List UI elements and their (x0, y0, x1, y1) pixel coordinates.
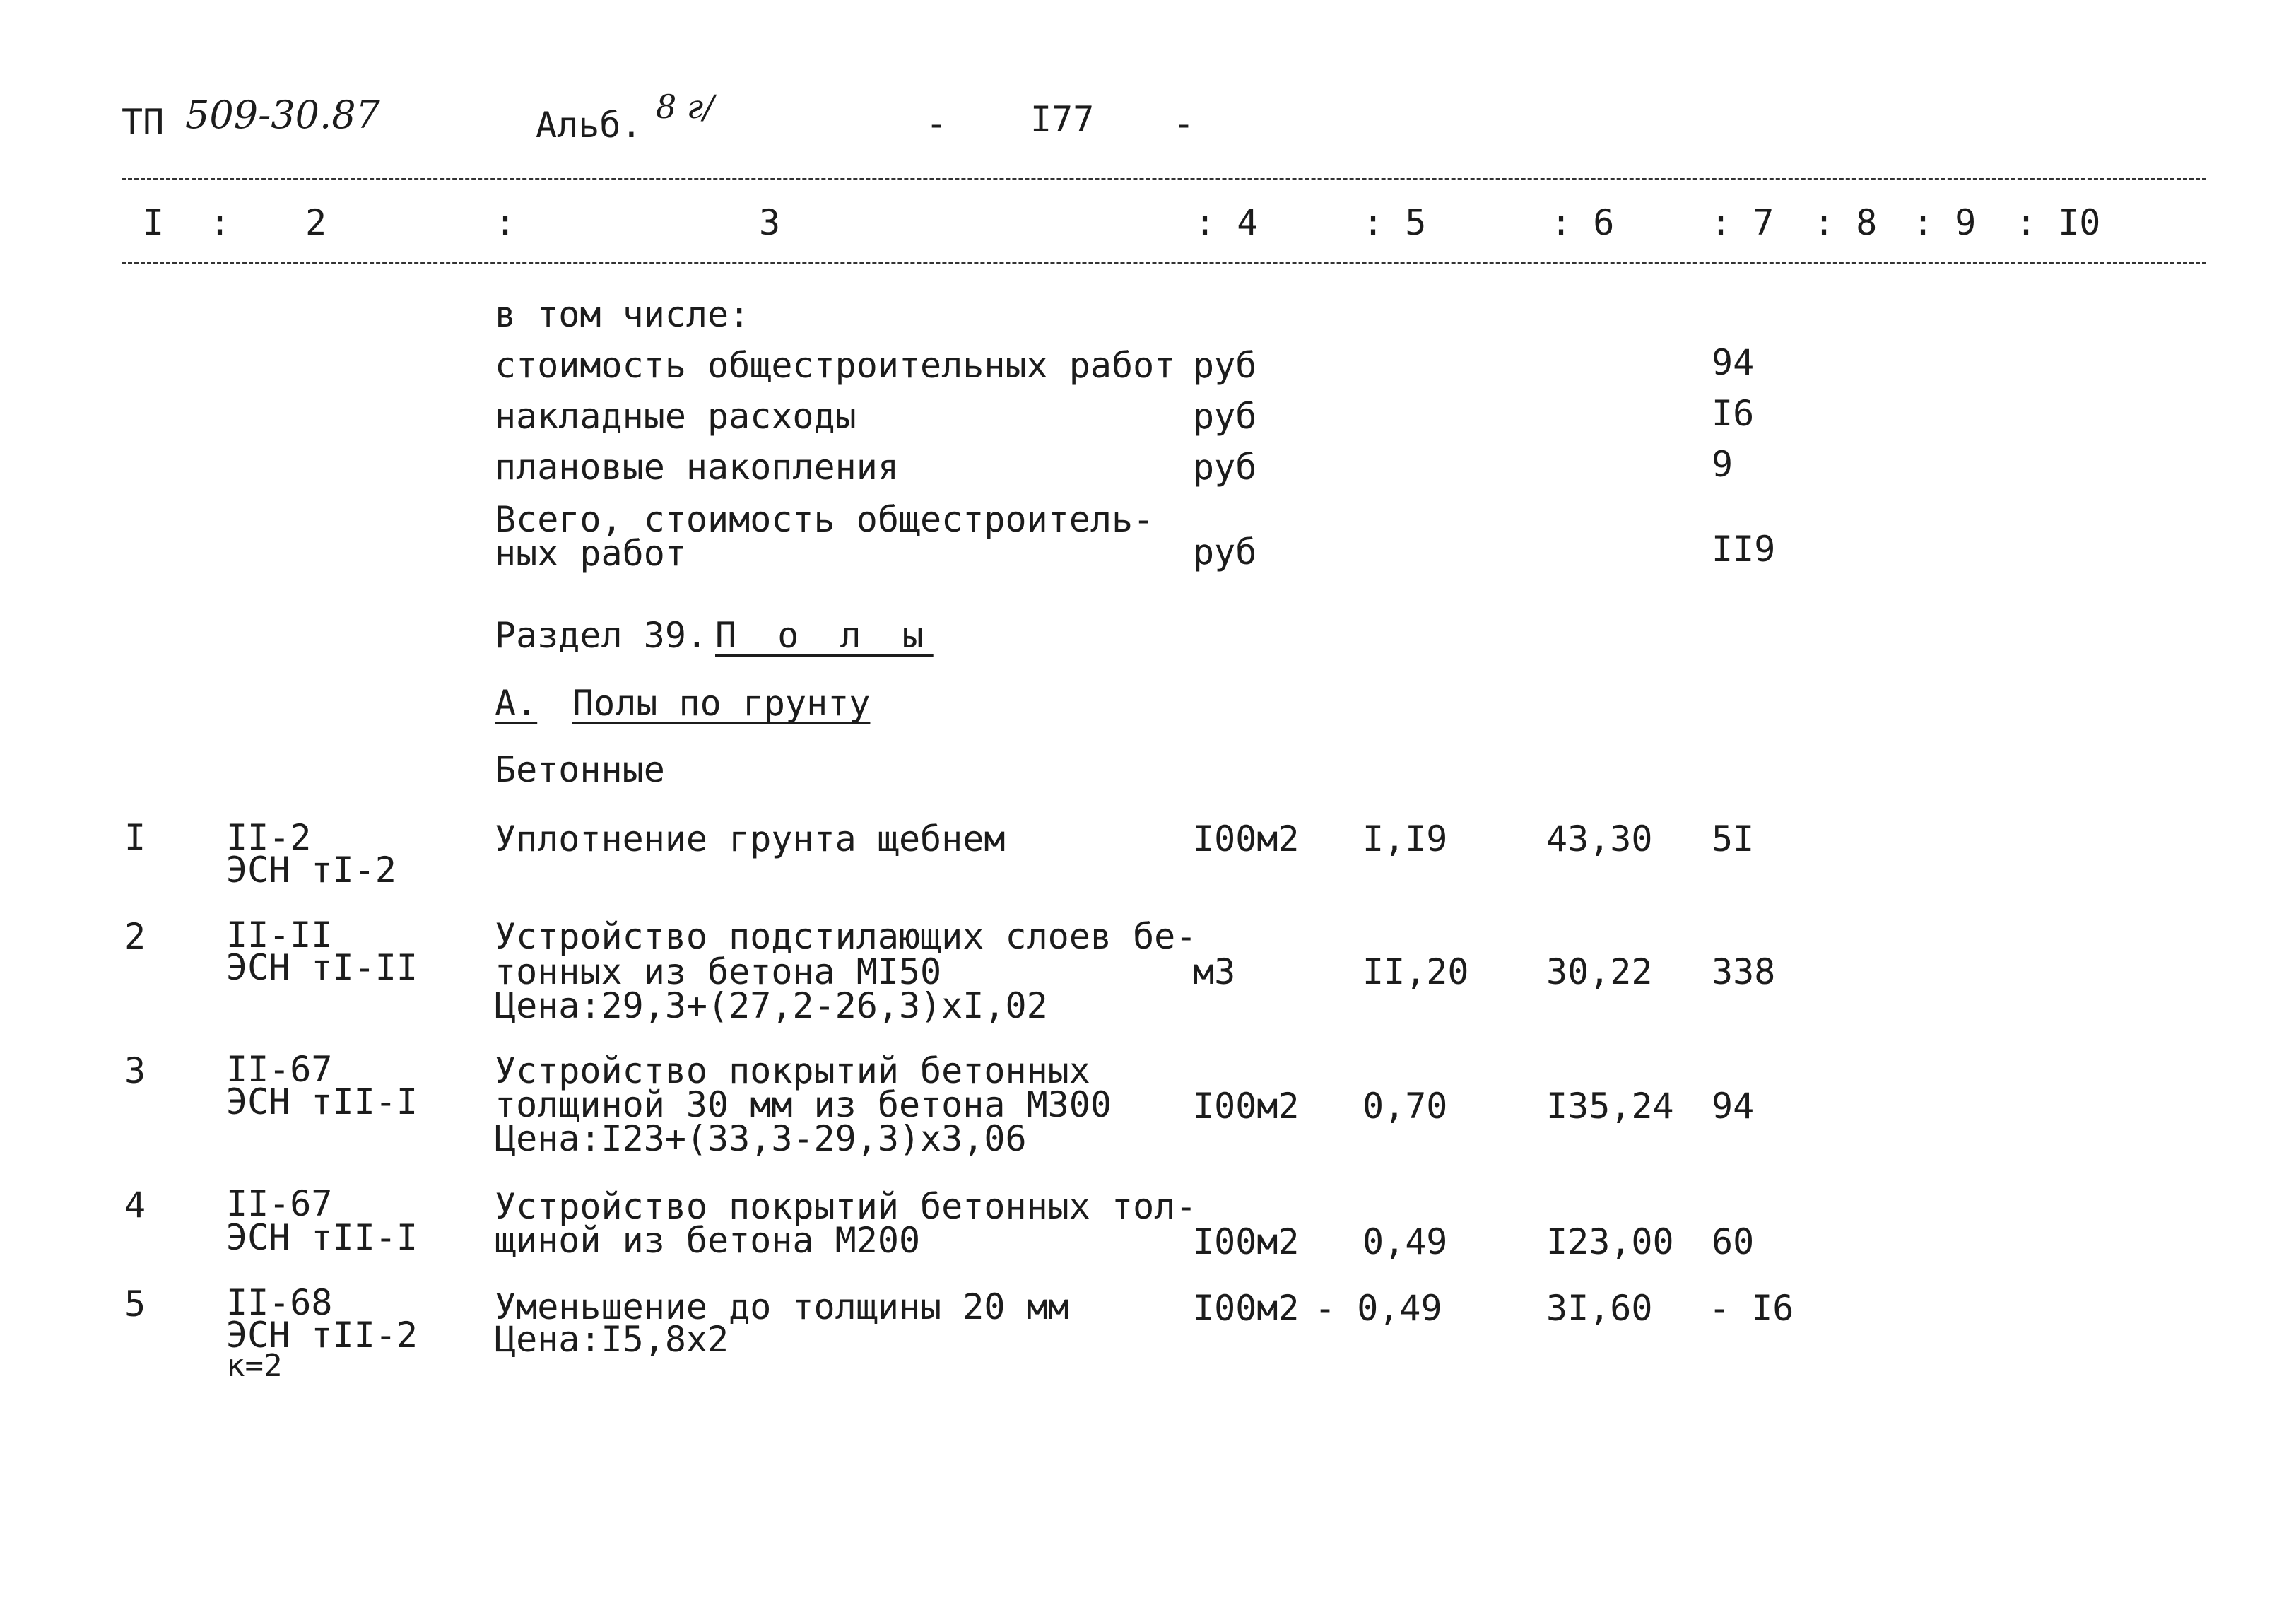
item-code-line: к=2 (226, 1348, 283, 1384)
item-description-line: Цена:I5,8х2 (495, 1319, 729, 1360)
summary-row-unit: руб (1193, 345, 1257, 386)
summary-row-total: I6 (1712, 393, 1755, 434)
item-total: 338 (1712, 951, 1776, 992)
item-total: - I6 (1709, 1288, 1794, 1329)
item-number: 3 (124, 1050, 146, 1091)
album-label: Альб. (536, 105, 642, 146)
album-number: 8 г/ (656, 88, 714, 126)
header-rule (122, 262, 2206, 264)
subsection-title: Полы по грунту (572, 683, 871, 724)
item-unit: I00м2 (1193, 1288, 1300, 1329)
page-number: I77 (1030, 99, 1095, 140)
summary-row-name: накладные расходы (495, 396, 856, 437)
tp-number: 509-30.87 (185, 93, 380, 137)
item-unit: м3 (1193, 951, 1236, 992)
col-5: : 5 (1362, 202, 1427, 243)
item-description-line: щиной из бетона М200 (495, 1220, 921, 1261)
item-quantity: II,20 (1362, 951, 1469, 992)
grand-total-label-line1: Всего, стоимость общестроитель- (495, 499, 1155, 540)
item-description-line: тонных из бетона МI50 (495, 951, 942, 992)
item-code-line: II-67 (226, 1049, 333, 1090)
item-number: I (124, 817, 146, 858)
summary-row-unit: руб (1193, 396, 1257, 437)
subsection-prefix: А. (495, 683, 538, 724)
item-code-line: ЭСН тI-II (226, 947, 418, 988)
item-description-line: Устройство покрытий бетонных (495, 1050, 1090, 1091)
item-unit-price: I35,24 (1546, 1086, 1674, 1127)
col-6: : 6 (1550, 202, 1615, 243)
item-unit-price: I23,00 (1546, 1221, 1674, 1262)
col-sep-1: : (209, 202, 231, 243)
tp-prefix: ТП (122, 102, 165, 143)
grand-total-unit: руб (1193, 532, 1257, 572)
item-code-line: ЭСН тII-I (226, 1217, 418, 1258)
item-code-line: ЭСН тII-I (226, 1081, 418, 1122)
item-code-line: II-68 (226, 1282, 333, 1323)
item-code-line: II-II (226, 915, 333, 956)
item-total: 60 (1712, 1221, 1755, 1262)
item-unit-price: 3I,60 (1546, 1288, 1653, 1329)
item-code-line: II-67 (226, 1183, 333, 1224)
summary-intro: в том числе: (495, 294, 750, 335)
grand-total-label-line2: ных работ (495, 533, 686, 574)
item-code-line: II-2 (226, 817, 312, 858)
item-unit-price: 43,30 (1546, 818, 1653, 859)
item-total: 5I (1712, 818, 1755, 859)
summary-row-total: 9 (1712, 444, 1733, 485)
item-unit: I00м2 (1193, 818, 1300, 859)
item-quantity: - 0,49 (1314, 1288, 1442, 1329)
col-3: 3 (759, 202, 781, 243)
item-description-line: Цена:I23+(33,3-29,3)х3,06 (495, 1118, 1027, 1159)
item-number: 2 (124, 916, 146, 957)
item-description-line: Уплотнение грунта щебнем (495, 818, 1006, 859)
item-description-line: Уменьшение до толщины 20 мм (495, 1286, 1069, 1327)
item-description-line: толщиной 30 мм из бетона М300 (495, 1084, 1112, 1125)
summary-row-name: плановые накопления (495, 447, 899, 488)
item-number: 4 (124, 1185, 146, 1226)
grand-total-value: II9 (1712, 529, 1776, 570)
item-quantity: I,I9 (1362, 818, 1448, 859)
section-prefix: Раздел 39. (495, 615, 708, 656)
group-heading: Бетонные (495, 749, 665, 790)
summary-row-total: 94 (1712, 342, 1755, 383)
col-1: I (143, 202, 165, 243)
col-2: 2 (305, 202, 327, 243)
col-7: : 7 (1710, 202, 1774, 243)
item-quantity: 0,70 (1362, 1086, 1448, 1127)
item-unit: I00м2 (1193, 1221, 1300, 1262)
col-8: : 8 (1813, 202, 1878, 243)
col-sep-2: : (495, 202, 517, 243)
item-code-line: ЭСН тII-2 (226, 1315, 418, 1356)
item-quantity: 0,49 (1362, 1221, 1448, 1262)
item-total: 94 (1712, 1086, 1755, 1127)
item-code-line: ЭСН тI-2 (226, 850, 396, 891)
summary-row-unit: руб (1193, 447, 1257, 488)
col-9: : 9 (1912, 202, 1977, 243)
page-dash-left: - (926, 103, 948, 144)
col-10: : I0 (2015, 202, 2101, 243)
item-unit: I00м2 (1193, 1086, 1300, 1127)
item-description-line: Устройство покрытий бетонных тол- (495, 1186, 1197, 1227)
item-unit-price: 30,22 (1546, 951, 1653, 992)
item-description-line: Устройство подстилающих слоев бе- (495, 916, 1197, 957)
page-dash-right: - (1173, 103, 1195, 144)
item-number: 5 (124, 1284, 146, 1325)
item-description-line: Цена:29,3+(27,2-26,3)хI,02 (495, 985, 1048, 1026)
section-title: П о л ы (715, 615, 934, 656)
col-4: : 4 (1194, 202, 1259, 243)
top-rule (122, 178, 2206, 180)
summary-row-name: стоимость общестроительных работ (495, 345, 1176, 386)
